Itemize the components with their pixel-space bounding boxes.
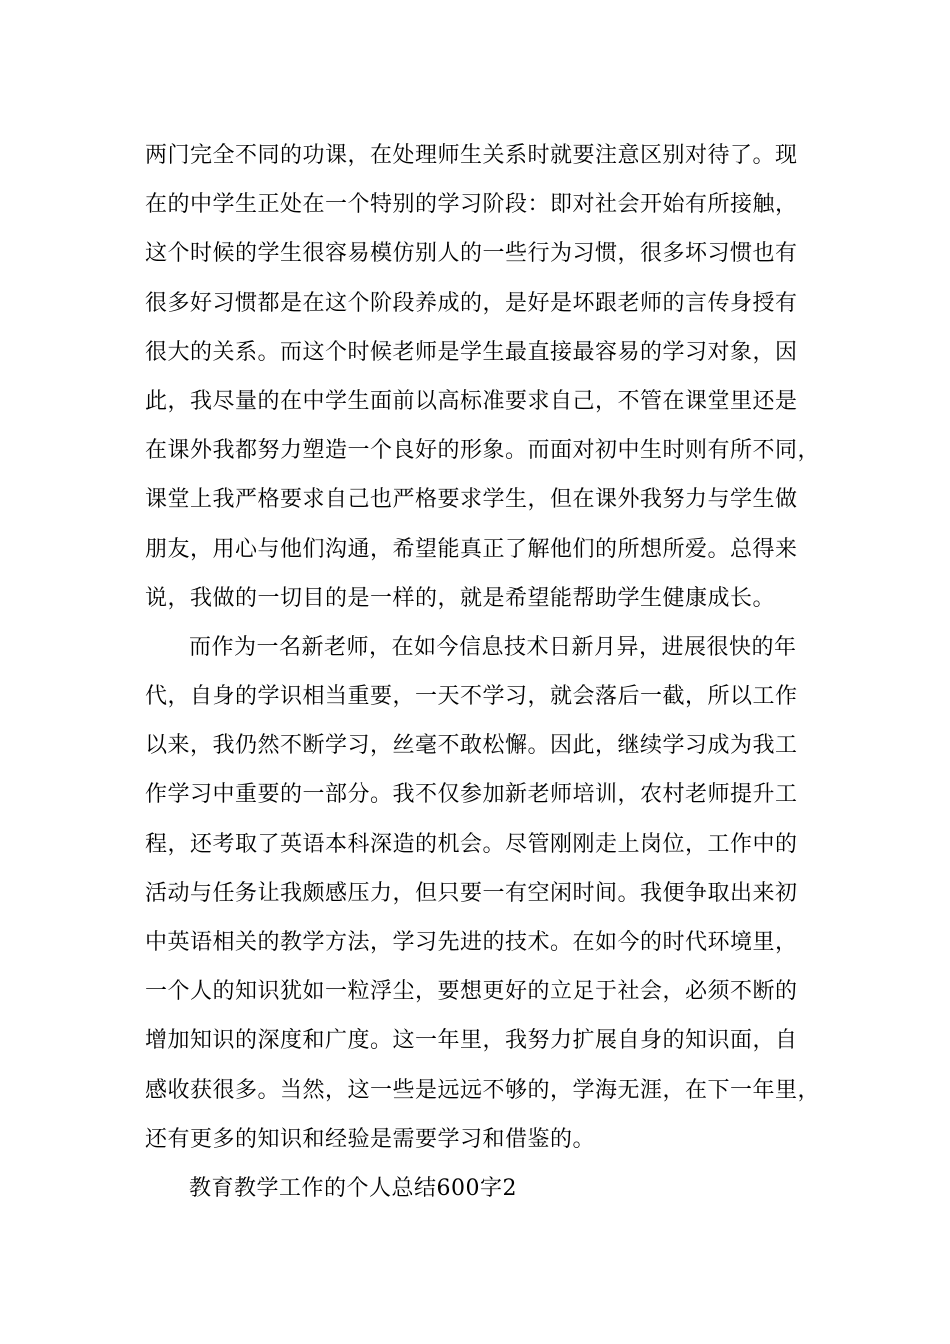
text-line: 活动与任务让我颇感压力，但只要一有空闲时间。我便争取出来初 <box>145 880 798 906</box>
text-line: 说，我做的一切目的是一样的，就是希望能帮助学生健康成长。 <box>145 585 776 611</box>
text-line: 在课外我都努力塑造一个良好的形象。而面对初中生时则有所不同， <box>145 438 821 464</box>
text-line: 很多好习惯都是在这个阶段养成的，是好是坏跟老师的言传身授有 <box>145 290 798 316</box>
text-line: 一个人的知识犹如一粒浮尘，要想更好的立足于社会，必须不断的 <box>145 979 798 1005</box>
text-line: 程，还考取了英语本科深造的机会。尽管刚刚走上岗位，工作中的 <box>145 831 798 857</box>
text-line: 中英语相关的教学方法，学习先进的技术。在如今的时代环境里， <box>145 930 798 955</box>
text-line: 以来，我仍然不断学习，丝毫不敢松懈。因此，继续学习成为我工 <box>145 733 798 759</box>
text-line: 很大的关系。而这个时候老师是学生最直接最容易的学习对象，因 <box>145 339 798 365</box>
document-body <box>145 131 825 1213</box>
text-line: 代，自身的学识相当重要，一天不学习，就会落后一截，所以工作 <box>145 684 798 710</box>
text-line: 两门完全不同的功课，在处理师生关系时就要注意区别对待了。现 <box>145 143 798 168</box>
text-line: 增加知识的深度和广度。这一年里，我努力扩展自身的知识面，自 <box>145 1028 798 1054</box>
section-heading: 教育教学工作的个人总结600字2 <box>189 1175 517 1201</box>
text-line: 在的中学生正处在一个特别的学习阶段：即对社会开始有所接触， <box>145 192 798 218</box>
text-line: 感收获很多。当然，这一些是远远不够的，学海无涯，在下一年里， <box>145 1077 821 1103</box>
text-line: 课堂上我严格要求自己也严格要求学生，但在课外我努力与学生做 <box>145 487 798 513</box>
paragraph-first-line: 而作为一名新老师，在如今信息技术日新月异，进展很快的年 <box>189 634 797 660</box>
text-line: 还有更多的知识和经验是需要学习和借鉴的。 <box>145 1126 596 1152</box>
text-line: 此，我尽量的在中学生面前以高标准要求自己，不管在课堂里还是 <box>145 388 798 414</box>
text-line: 朋友，用心与他们沟通，希望能真正了解他们的所想所爱。总得来 <box>145 536 798 562</box>
text-line: 这个时候的学生很容易模仿别人的一些行为习惯，很多坏习惯也有 <box>145 241 798 267</box>
text-line: 作学习中重要的一部分。我不仅参加新老师培训，农村老师提升工 <box>145 782 798 808</box>
